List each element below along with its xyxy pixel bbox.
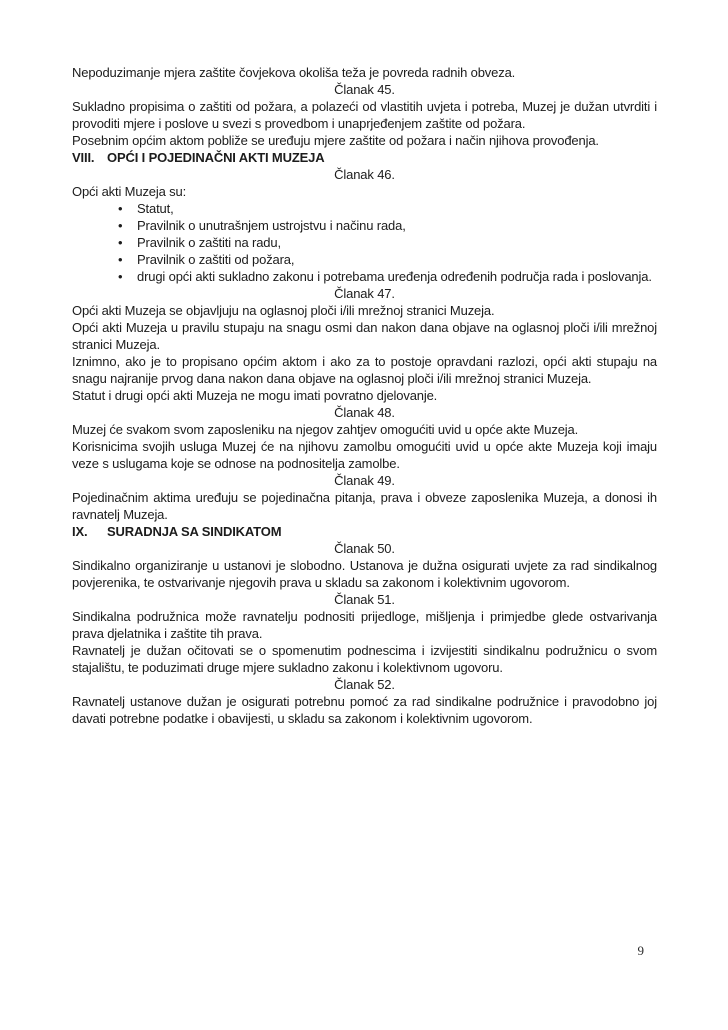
list-item: • drugi opći akti sukladno zakonu i potrebama uređenja određenih područja rada i poslovanja. [72,268,657,285]
article-51-paragraph-2: Ravnatelj je dužan očitovati se o spomenutim podnescima i izvijestiti sindikalnu podružnicu o svom stajalištu, te poduzimati druge mjere sukladno zakonu i kolektivnom ugovoru. [72,643,657,675]
article-47-paragraph-1: Opći akti Muzeja se objavljuju na oglasnoj ploči i/ili mrežnoj stranici Muzeja. [72,303,495,318]
article-45-heading: Članak 45. [334,82,395,97]
article-52-heading: Članak 52. [334,677,395,692]
list-item: • Pravilnik o zaštiti od požara, [72,251,657,268]
list-item: • Pravilnik o unutrašnjem ustrojstvu i načinu rada, [72,217,657,234]
article-47-paragraph-3: Iznimno, ako je to propisano općim aktom i ako za to postoje opravdani razlozi, opći akti stupaju na snagu najranije prvog dana nakon dana objave na oglasnoj ploči i/ili mrežnoj stranici Muzeja. [72,354,657,386]
article-46-heading: Članak 46. [334,167,395,182]
list-item: • Pravilnik o zaštiti na radu, [72,234,657,251]
section-ix-number: IX. [72,524,88,539]
article-51-paragraph-1: Sindikalna podružnica može ravnatelju podnositi prijedloge, mišljenja i primjedbe glede ostvarivanja prava djelatnika i zaštite tih prava. [72,609,657,641]
article-50-heading: Članak 50. [334,541,395,556]
section-ix-heading [72,523,657,540]
article-50-paragraph-1: Sindikalno organiziranje u ustanovi je slobodno. Ustanova je dužna osigurati uvjete za rad sindikalnog povjerenika, te ostvarivanje njegovih prava u skladu sa zakonom i kolektivnim ugovorom. [72,558,657,590]
article-45-paragraph-1: Sukladno propisima o zaštiti od požara, a polazeći od vlastitih uvjeta i potreba, Muzej je dužan utvrditi i provoditi mjere i poslove u svezi s provedbom i unaprjeđenjem zaštite od požara. [72,99,657,131]
article-47-paragraph-4: Statut i drugi opći akti Muzeja ne mogu imati povratno djelovanje. [72,388,438,403]
article-46-bullet-list [72,200,657,285]
section-ix-title: SURADNJA SA SINDIKATOM [107,524,282,539]
section-viii-number: VIII. [72,150,95,165]
article-46-lead: Opći akti Muzeja su: [72,184,187,199]
article-51-heading: Članak 51. [334,592,395,607]
article-47-heading: Članak 47. [334,286,395,301]
article-49-paragraph-1: Pojedinačnim aktima uređuju se pojedinačna pitanja, prava i obveze zaposlenika Muzeja, a donosi ih ravnatelj Muzeja. [72,490,657,522]
article-49-heading: Članak 49. [334,473,395,488]
intro-paragraph: Nepoduzimanje mjera zaštite čovjekova okoliša teža je povreda radnih obveza. [72,65,516,80]
article-47-paragraph-2: Opći akti Muzeja u pravilu stupaju na snagu osmi dan nakon dana objave na oglasnoj ploči i/ili mrežnoj stranici Muzeja. [72,320,657,352]
page-number: 9 [637,943,644,958]
article-48-paragraph-2: Korisnicima svojih usluga Muzej će na njihovu zamolbu omogućiti uvid u opće akte Muzeja koji imaju veze s uslugama koje se odnose na podnositelja zamolbe. [72,439,657,471]
article-52-paragraph-1: Ravnatelj ustanove dužan je osigurati potrebnu pomoć za rad sindikalne podružnice i pravodobno joj davati potrebne podatke i obavijesti, u skladu sa zakonom i kolektivnim ugovorom. [72,694,657,726]
list-item: • Statut, [72,200,657,217]
section-viii-heading [72,149,657,166]
section-viii-title: OPĆI I POJEDINAČNI AKTI MUZEJA [107,150,325,165]
article-48-paragraph-1: Muzej će svakom svom zaposleniku na njegov zahtjev omogućiti uvid u opće akte Muzeja. [72,422,579,437]
article-45-paragraph-2: Posebnim općim aktom pobliže se uređuju mjere zaštite od požara i način njihova provođenja. [72,133,599,148]
document-body [72,64,657,727]
article-48-heading: Članak 48. [334,405,395,420]
